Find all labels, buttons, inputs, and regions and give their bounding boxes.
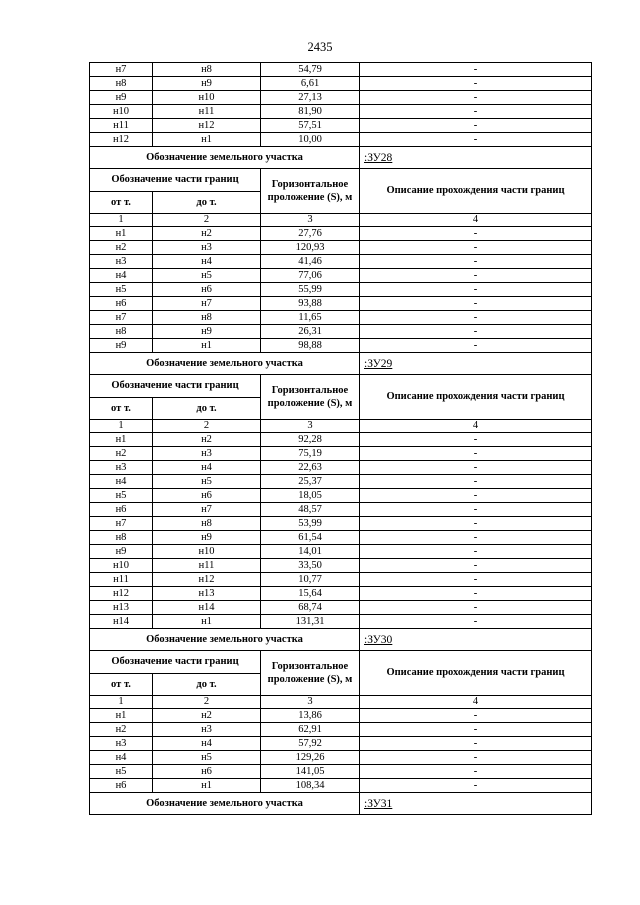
from-point: н12 [90, 133, 153, 147]
to-point: н3 [153, 723, 261, 737]
table-row [90, 737, 592, 751]
to-point: н9 [153, 77, 261, 91]
column-number: 2 [153, 696, 261, 709]
distance-value: 25,37 [261, 475, 360, 489]
page-number: 2435 [307, 40, 333, 54]
distance-value: 15,64 [261, 587, 360, 601]
table-row [90, 63, 592, 77]
from-point: н5 [90, 765, 153, 779]
from-point: н8 [90, 77, 153, 91]
distance-value: 48,57 [261, 503, 360, 517]
to-point: н11 [153, 105, 261, 119]
part-boundary-header: Обозначение части границ [90, 651, 261, 674]
description-value: - [360, 779, 592, 793]
column-number: 1 [90, 420, 153, 433]
description-value: - [360, 765, 592, 779]
to-point: н1 [153, 339, 261, 353]
from-point: н8 [90, 531, 153, 545]
description-value: - [360, 447, 592, 461]
to-point: н4 [153, 737, 261, 751]
from-point: н5 [90, 489, 153, 503]
table-row [90, 105, 592, 119]
to-point: н12 [153, 573, 261, 587]
distance-value: 93,88 [261, 297, 360, 311]
description-value: - [360, 105, 592, 119]
column-numbers-row [90, 214, 592, 227]
to-point: н14 [153, 601, 261, 615]
distance-value: 92,28 [261, 433, 360, 447]
header-row [90, 651, 592, 674]
from-point: н10 [90, 105, 153, 119]
plot-designation-row [90, 793, 592, 815]
description-value: - [360, 601, 592, 615]
column-numbers-row [90, 696, 592, 709]
distance-value: 141,05 [261, 765, 360, 779]
from-point: н5 [90, 283, 153, 297]
to-point: н3 [153, 447, 261, 461]
distance-value: 26,31 [261, 325, 360, 339]
column-number: 2 [153, 420, 261, 433]
horizontal-distance-header: Горизонтальное проложение (S), м [261, 651, 360, 696]
description-value: - [360, 133, 592, 147]
to-point: н6 [153, 765, 261, 779]
plot-designation-row [90, 147, 592, 169]
table-row [90, 461, 592, 475]
to-point: н5 [153, 475, 261, 489]
table-row [90, 283, 592, 297]
table-row [90, 559, 592, 573]
description-value: - [360, 559, 592, 573]
table-row [90, 723, 592, 737]
column-number: 4 [360, 214, 592, 227]
table-row [90, 503, 592, 517]
column-number: 3 [261, 696, 360, 709]
plot-designation-row [90, 629, 592, 651]
to-point: н10 [153, 91, 261, 105]
to-point: н4 [153, 255, 261, 269]
from-point: н2 [90, 723, 153, 737]
table-row [90, 545, 592, 559]
distance-value: 22,63 [261, 461, 360, 475]
from-point: н1 [90, 227, 153, 241]
table-row [90, 601, 592, 615]
table-row [90, 447, 592, 461]
column-number: 1 [90, 696, 153, 709]
distance-value: 55,99 [261, 283, 360, 297]
description-value: - [360, 587, 592, 601]
to-point: н1 [153, 615, 261, 629]
distance-value: 62,91 [261, 723, 360, 737]
distance-value: 77,06 [261, 269, 360, 283]
horizontal-distance-header: Горизонтальное проложение (S), м [261, 169, 360, 214]
from-point: н1 [90, 433, 153, 447]
plot-designation-label: Обозначение земельного участка [90, 793, 360, 815]
distance-value: 75,19 [261, 447, 360, 461]
from-point: н3 [90, 461, 153, 475]
plot-designation-label: Обозначение земельного участка [90, 147, 360, 169]
horizontal-distance-header: Горизонтальное проложение (S), м [261, 375, 360, 420]
distance-value: 81,90 [261, 105, 360, 119]
distance-value: 13,86 [261, 709, 360, 723]
description-value: - [360, 339, 592, 353]
table-row [90, 531, 592, 545]
distance-value: 18,05 [261, 489, 360, 503]
table-row [90, 587, 592, 601]
to-point: н2 [153, 433, 261, 447]
to-point: н8 [153, 63, 261, 77]
description-value: - [360, 489, 592, 503]
part-boundary-header: Обозначение части границ [90, 375, 261, 398]
distance-value: 10,77 [261, 573, 360, 587]
part-boundary-header: Обозначение части границ [90, 169, 261, 192]
table-row [90, 77, 592, 91]
description-value: - [360, 709, 592, 723]
to-point: н3 [153, 241, 261, 255]
table-row [90, 119, 592, 133]
description-value: - [360, 545, 592, 559]
distance-value: 53,99 [261, 517, 360, 531]
description-value: - [360, 283, 592, 297]
from-point: н3 [90, 255, 153, 269]
distance-value: 27,76 [261, 227, 360, 241]
description-value: - [360, 91, 592, 105]
distance-value: 41,46 [261, 255, 360, 269]
from-point: н4 [90, 751, 153, 765]
to-point: н1 [153, 133, 261, 147]
table-row [90, 269, 592, 283]
table-row [90, 311, 592, 325]
from-point: н10 [90, 559, 153, 573]
distance-value: 33,50 [261, 559, 360, 573]
distance-value: 129,26 [261, 751, 360, 765]
from-point: н3 [90, 737, 153, 751]
to-point: н10 [153, 545, 261, 559]
distance-value: 6,61 [261, 77, 360, 91]
table-row [90, 475, 592, 489]
column-numbers-row [90, 420, 592, 433]
description-value: - [360, 531, 592, 545]
table-row [90, 433, 592, 447]
distance-value: 27,13 [261, 91, 360, 105]
from-point: н6 [90, 297, 153, 311]
column-number: 3 [261, 214, 360, 227]
from-point: н14 [90, 615, 153, 629]
distance-value: 11,65 [261, 311, 360, 325]
description-value: - [360, 325, 592, 339]
to-point: н7 [153, 503, 261, 517]
to-header: до т. [153, 398, 261, 420]
distance-value: 108,34 [261, 779, 360, 793]
from-point: н2 [90, 447, 153, 461]
to-point: н11 [153, 559, 261, 573]
table-row [90, 779, 592, 793]
description-value: - [360, 311, 592, 325]
to-point: н5 [153, 751, 261, 765]
from-point: н7 [90, 311, 153, 325]
table-row [90, 91, 592, 105]
table-row [90, 751, 592, 765]
description-value: - [360, 255, 592, 269]
distance-value: 57,51 [261, 119, 360, 133]
table-row [90, 227, 592, 241]
from-point: н13 [90, 601, 153, 615]
table-row [90, 765, 592, 779]
description-header: Описание прохождения части границ [360, 169, 592, 214]
column-number: 3 [261, 420, 360, 433]
distance-value: 131,31 [261, 615, 360, 629]
to-point: н4 [153, 461, 261, 475]
to-point: н8 [153, 311, 261, 325]
column-number: 2 [153, 214, 261, 227]
to-point: н7 [153, 297, 261, 311]
from-point: н6 [90, 503, 153, 517]
from-header: от т. [90, 192, 153, 214]
plot-code: :ЗУ30 [360, 629, 592, 651]
table-row [90, 615, 592, 629]
plot-code: :ЗУ28 [360, 147, 592, 169]
distance-value: 120,93 [261, 241, 360, 255]
description-value: - [360, 751, 592, 765]
plot-code: :ЗУ31 [360, 793, 592, 815]
distance-value: 61,54 [261, 531, 360, 545]
description-value: - [360, 63, 592, 77]
table-row [90, 297, 592, 311]
description-value: - [360, 241, 592, 255]
from-point: н9 [90, 91, 153, 105]
to-header: до т. [153, 192, 261, 214]
description-value: - [360, 503, 592, 517]
to-point: н5 [153, 269, 261, 283]
column-number: 4 [360, 420, 592, 433]
column-number: 1 [90, 214, 153, 227]
plot-designation-row [90, 353, 592, 375]
table-row [90, 489, 592, 503]
table-row [90, 709, 592, 723]
description-value: - [360, 475, 592, 489]
from-point: н8 [90, 325, 153, 339]
table-row [90, 133, 592, 147]
from-point: н4 [90, 269, 153, 283]
to-point: н12 [153, 119, 261, 133]
description-value: - [360, 119, 592, 133]
distance-value: 57,92 [261, 737, 360, 751]
description-header: Описание прохождения части границ [360, 651, 592, 696]
from-point: н7 [90, 517, 153, 531]
header-row [90, 169, 592, 192]
from-point: н1 [90, 709, 153, 723]
description-value: - [360, 517, 592, 531]
to-point: н6 [153, 283, 261, 297]
from-point: н12 [90, 587, 153, 601]
from-point: н4 [90, 475, 153, 489]
to-point: н1 [153, 779, 261, 793]
to-point: н8 [153, 517, 261, 531]
from-point: н2 [90, 241, 153, 255]
to-point: н13 [153, 587, 261, 601]
distance-value: 14,01 [261, 545, 360, 559]
to-point: н9 [153, 531, 261, 545]
description-value: - [360, 723, 592, 737]
from-point: н11 [90, 573, 153, 587]
description-value: - [360, 461, 592, 475]
to-point: н2 [153, 227, 261, 241]
distance-value: 68,74 [261, 601, 360, 615]
distance-value: 98,88 [261, 339, 360, 353]
table-row [90, 517, 592, 531]
from-point: н11 [90, 119, 153, 133]
to-point: н2 [153, 709, 261, 723]
plot-designation-label: Обозначение земельного участка [90, 353, 360, 375]
description-value: - [360, 737, 592, 751]
plot-designation-label: Обозначение земельного участка [90, 629, 360, 651]
from-point: н6 [90, 779, 153, 793]
table-row [90, 325, 592, 339]
from-header: от т. [90, 674, 153, 696]
to-point: н6 [153, 489, 261, 503]
header-row [90, 375, 592, 398]
table-row [90, 241, 592, 255]
table-row [90, 573, 592, 587]
description-value: - [360, 433, 592, 447]
from-point: н9 [90, 545, 153, 559]
description-value: - [360, 297, 592, 311]
to-point: н9 [153, 325, 261, 339]
plot-code: :ЗУ29 [360, 353, 592, 375]
to-header: до т. [153, 674, 261, 696]
table-row [90, 339, 592, 353]
from-point: н7 [90, 63, 153, 77]
distance-value: 10,00 [261, 133, 360, 147]
description-value: - [360, 269, 592, 283]
description-value: - [360, 615, 592, 629]
description-value: - [360, 227, 592, 241]
boundary-table [89, 62, 592, 815]
from-point: н9 [90, 339, 153, 353]
table-row [90, 255, 592, 269]
column-number: 4 [360, 696, 592, 709]
description-value: - [360, 77, 592, 91]
distance-value: 54,79 [261, 63, 360, 77]
from-header: от т. [90, 398, 153, 420]
description-value: - [360, 573, 592, 587]
description-header: Описание прохождения части границ [360, 375, 592, 420]
